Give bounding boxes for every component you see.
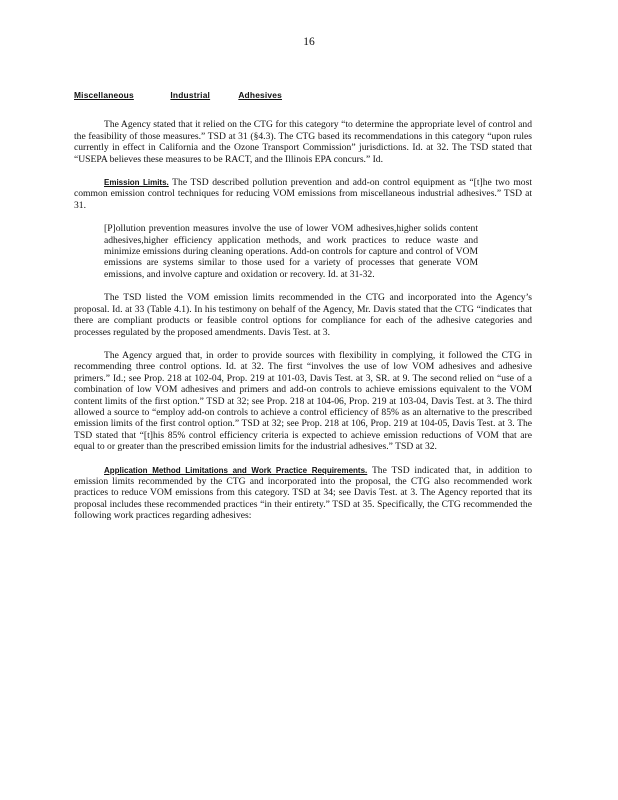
- section-heading-word-3: Adhesives: [238, 90, 283, 100]
- paragraph-emission-limits-table: The TSD listed the VOM emission limits recommended in the CTG and incorporated into the Agency’s proposal. Id. at 33 (Table 4.1). In his testimony on behalf of the Agency, Mr. Davis stated that the CTG “indicates that there are compliant products or feasible control options for compliance for each of the adhesive categories and processes regulated by the proposed amendments. Davis Test. at 3.: [74, 292, 532, 338]
- paragraph-control-options: The Agency argued that, in order to provide sources with flexibility in complying, it followed the CTG in recommending three control options. Id. at 32. The first “involves the use of low VOM adhesives and adhesive primers.” Id.; see Prop. 218 at 102-04, Prop. 219 at 101-03, Davis Test. at 3, SR. at 9. The second relied on “use of a combination of low VOM adhesives and primers and add-on controls to achieve emissions equivalent to the VOM content limits of the first option.” TSD at 32; see Prop. 218 at 104-06, Prop. 219 at 103-04, Davis Test. at 3. The third allowed a source to “employ add-on controls to achieve a control efficiency of 85% as an alternative to the prescribed emission limits of the first control option.” TSD at 32; see Prop. 218 at 106, Prop. 219 at 104-05, Davis Test. at 3. The TSD stated that “[t]his 85% control efficiency criteria is expected to achieve emission reductions of VOM that are equal to or greater than the prescribed emission limits for the industrial adhesives.” TSD at 32.: [74, 349, 532, 453]
- paragraph-work-practices: [74, 465, 532, 522]
- section-heading-word-2: Industrial: [170, 90, 211, 100]
- paragraph-emission-limits: [74, 177, 532, 211]
- subheading-emission-limits: Emission Limits.: [104, 178, 169, 188]
- paragraph-work-practices-text: The TSD indicated that, in addition to emission limits recommended by the CTG and incorporated into the proposal, the CTG also recommended work practices to reduce VOM emissions from this category. TSD at 34; see Davis Test. at 3. The Agency reported that its proposal includes these recommended practices “in their entirety.” TSD at 35. Specifically, the CTG recommended the following work practices regarding adhesives:: [74, 464, 533, 522]
- subheading-application-method: Application Method Limitations and Work Practice Requirements.: [104, 465, 368, 475]
- section-heading: [74, 90, 532, 101]
- paragraph-ctg-reliance: The Agency stated that it relied on the CTG for this category “to determine the appropriate level of control and the feasibility of those measures.” TSD at 31 (§4.3). The CTG based its recommendations in this category “upon rules currently in effect in California and the Ozone Transport Commission” jurisdictions. Id. at 32. The TSD stated that “USEPA believes these measures to be RACT, and the Illinois EPA concurs.” Id.: [74, 119, 532, 165]
- block-quote-pollution-prevention: [P]ollution prevention measures involve the use of lower VOM adhesives,higher solids content adhesives,higher efficiency application methods, and work practices to reduce waste and minimize emissions during cleaning operations. Add-on controls for capture and control of VOM emissions are systems similar to those used for a variety of processes that generate VOM emissions, and involve capture and oxidation or recovery. Id. at 31-32.: [104, 223, 478, 280]
- document-body: [74, 90, 532, 534]
- page-number: 16: [303, 36, 315, 48]
- paragraph-emission-limits-text: The TSD described pollution prevention and add-on control equipment as “[t]he two most common emission control techniques for reducing VOM emissions from miscellaneous industrial adhesives.” TSD at 31.: [74, 177, 532, 211]
- section-heading-word-1: Miscellaneous: [74, 90, 134, 100]
